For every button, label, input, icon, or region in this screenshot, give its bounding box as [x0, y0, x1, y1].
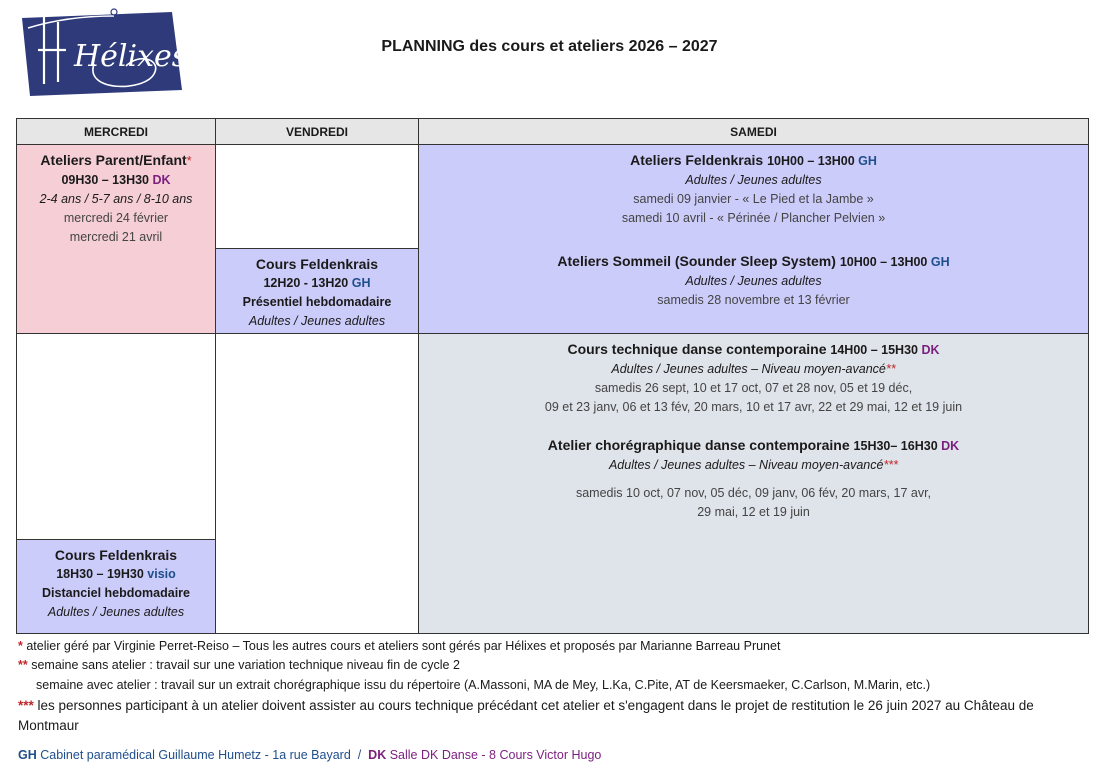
footnote-3-star: ***: [18, 698, 34, 713]
technique-title: Cours technique danse contemporaine: [567, 341, 831, 357]
feld-mercredi-place: visio: [147, 567, 176, 581]
parent-enfant-ages: 2-4 ans / 5-7 ans / 8-10 ans: [39, 192, 193, 206]
cell-vendredi-empty-bottom: [216, 334, 419, 634]
feld-samedi-date1: samedi 09 janvier - « Le Pied et la Jambe »: [633, 192, 874, 206]
legend-gh-code: GH: [18, 748, 37, 762]
choreo-public: Adultes / Jeunes adultes – Niveau moyen-avancé: [608, 458, 884, 472]
parent-enfant-time: 09H30 – 13H30: [61, 173, 153, 187]
feld-vendredi-time: 12H20 - 13H20: [263, 276, 352, 290]
footnote-1-text: atelier géré par Virginie Perret-Reiso – Tous les autres cours et ateliers sont gérés par Hélixes et proposés par Marianne Barreau Prunet: [22, 639, 781, 653]
cell-feld-mercredi: [17, 540, 216, 634]
footnote-2: [18, 658, 460, 672]
choreo-dates1: samedis 10 oct, 07 nov, 05 déc, 09 janv, 06 fév, 20 mars, 17 avr,: [575, 486, 932, 500]
feld-samedi-time: 10H00 – 13H00: [767, 154, 859, 168]
footnote-1: [18, 639, 780, 653]
planning-table: [16, 118, 1089, 634]
technique-place: DK: [921, 343, 940, 357]
footnote-2-text: semaine sans atelier : travail sur une variation technique niveau fin de cycle 2: [27, 658, 460, 672]
cell-feld-vendredi: [216, 249, 419, 334]
parent-enfant-title: Ateliers Parent/Enfant: [40, 152, 187, 168]
footnote-1-star: *: [18, 639, 23, 653]
choreo-dates2: 29 mai, 12 et 19 juin: [697, 505, 810, 519]
footnote-3: [18, 696, 1058, 736]
choreo-place: DK: [941, 439, 960, 453]
header-samedi: SAMEDI: [419, 119, 1089, 145]
feld-mercredi-title: Cours Feldenkrais: [54, 547, 178, 563]
logo-text: Hélixes: [74, 39, 184, 74]
sommeil-time: 10H00 – 13H00: [839, 255, 931, 269]
choreo-title: Atelier chorégraphique danse contemporaine: [547, 437, 854, 453]
feld-mercredi-time: 18H30 – 19H30: [56, 567, 148, 581]
sommeil-title: Ateliers Sommeil (Sounder Sleep System): [557, 253, 840, 269]
footnote-3-text: les personnes participant à un atelier doivent assister au cours technique précédant cet atelier et s'engagent dans le projet de restitution le 26 juin 2027 au Château de Montmaur: [18, 698, 1034, 733]
parent-enfant-date1: mercredi 24 février: [63, 211, 169, 225]
cell-samedi-afternoon: [419, 334, 1089, 634]
parent-enfant-star: *: [186, 154, 192, 168]
technique-public: Adultes / Jeunes adultes – Niveau moyen-avancé: [611, 362, 886, 376]
cell-samedi-morning: [419, 145, 1089, 334]
header-vendredi: VENDREDI: [216, 119, 419, 145]
sommeil-public: Adultes / Jeunes adultes: [685, 274, 822, 288]
technique-star: **: [885, 362, 896, 376]
technique-dates1: samedis 26 sept, 10 et 17 oct, 07 et 28 nov, 05 et 19 déc,: [594, 381, 913, 395]
sommeil-place: GH: [930, 255, 950, 269]
feld-samedi-place: GH: [858, 154, 877, 168]
venue-legend: [18, 748, 601, 762]
technique-time: 14H00 – 15H30: [830, 343, 922, 357]
feld-mercredi-public: Adultes / Jeunes adultes: [47, 605, 185, 619]
parent-enfant-date2: mercredi 21 avril: [69, 230, 163, 244]
choreo-star: ***: [883, 458, 899, 472]
feld-samedi-date2: samedi 10 avril - « Périnée / Plancher Pelvien »: [621, 211, 886, 225]
feld-samedi-public: Adultes / Jeunes adultes: [685, 173, 822, 187]
sommeil-dates: samedis 28 novembre et 13 février: [657, 293, 850, 307]
legend-dk-text: Salle DK Danse - 8 Cours Victor Hugo: [386, 748, 602, 762]
cell-vendredi-empty-top: [216, 145, 419, 249]
feld-vendredi-title: Cours Feldenkrais: [255, 256, 379, 272]
legend-gh-text: Cabinet paramédical Guillaume Humetz - 1a rue Bayard: [36, 748, 351, 762]
cell-mercredi-empty: [17, 334, 216, 540]
feld-vendredi-mode: Présentiel hebdomadaire: [242, 295, 392, 309]
parent-enfant-place: DK: [152, 173, 171, 187]
cell-parent-enfant: [17, 145, 216, 334]
technique-dates2: 09 et 23 janv, 06 et 13 fév, 20 mars, 10 et 17 avr, 22 et 29 mai, 12 et 19 juin: [544, 400, 963, 414]
page-title: PLANNING des cours et ateliers 2026 – 2027: [381, 38, 718, 55]
legend-dk-code: DK: [368, 748, 387, 762]
legend-separator: /: [350, 748, 369, 762]
header-mercredi: MERCREDI: [17, 119, 216, 145]
feld-vendredi-public: Adultes / Jeunes adultes: [248, 314, 386, 328]
feld-mercredi-mode: Distanciel hebdomadaire: [42, 586, 190, 600]
footnote-2b: semaine avec atelier : travail sur un extrait chorégraphique issu du répertoire (A.Massoni, MA de Mey, L.Ka, C.Pite, AT de Keersmaeker, C.Carlson, M.Marin, etc.): [36, 678, 931, 692]
footnote-2-star: **: [18, 658, 28, 672]
feld-samedi-title: Ateliers Feldenkrais: [630, 152, 768, 168]
feld-vendredi-place: GH: [351, 276, 371, 290]
choreo-time: 15H30– 16H30: [853, 439, 942, 453]
